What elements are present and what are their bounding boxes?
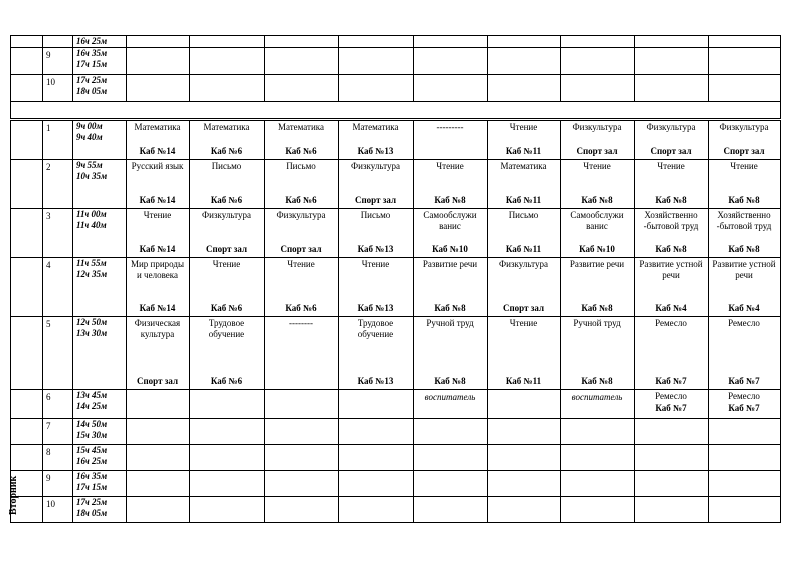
lesson-time: 11ч 40м: [76, 220, 107, 230]
lesson-time: 17ч 25м: [76, 497, 108, 507]
lesson-time: 16ч 25м: [76, 36, 108, 46]
room-label: Спорт зал: [137, 376, 178, 386]
subject-name: Трудовое обучение: [357, 318, 394, 339]
lesson-number: 3: [46, 211, 51, 221]
room-label: Каб №13: [357, 146, 394, 156]
subject-name: Развитие речи: [422, 259, 478, 269]
room-label: Каб №6: [210, 195, 243, 205]
lesson-time: 13ч 30м: [76, 328, 108, 338]
grid-line: [10, 35, 11, 101]
room-label: Каб №14: [139, 303, 176, 313]
room-label: Каб №8: [434, 303, 466, 313]
subject-name: Чтение: [583, 161, 611, 171]
grid-line: [126, 120, 127, 522]
subject-name: --------: [289, 318, 313, 328]
grid-line: [634, 120, 635, 522]
lesson-time: 18ч 05м: [76, 508, 108, 518]
lesson-time: 12ч 35м: [76, 269, 108, 279]
subject-name: Чтение: [436, 161, 464, 171]
room-label: Каб №11: [505, 376, 542, 386]
grid-line: [72, 35, 73, 101]
lesson-number: 8: [46, 447, 51, 457]
room-label: Спорт зал: [650, 146, 692, 156]
subject-name: Мир природы и человека: [130, 259, 185, 280]
grid-line: [264, 120, 265, 522]
lesson-time: 17ч 25м: [76, 75, 108, 85]
lesson-number: 10: [46, 499, 55, 509]
lesson-time: 11ч 00м: [76, 209, 107, 219]
grid-line: [487, 35, 488, 101]
subject-name: воспитатель: [571, 392, 623, 402]
subject-name: Ручной труд: [573, 318, 621, 328]
subject-name: Математика: [134, 122, 181, 132]
subject-name: Чтение: [361, 259, 390, 269]
grid-line: [42, 35, 43, 101]
subject-name: Ремесло: [655, 318, 687, 328]
subject-name: Русский язык: [131, 161, 184, 171]
subject-name: Письмо: [360, 210, 391, 220]
grid-line: [487, 120, 488, 522]
room-label: Каб №6: [285, 146, 317, 156]
subject-name: Развитие устной речи: [639, 259, 703, 280]
subject-name: Ремесло: [655, 391, 687, 401]
room-label: Каб №14: [139, 146, 176, 156]
room-label: Каб №13: [357, 303, 394, 313]
grid-line: [126, 35, 127, 101]
grid-line: [780, 120, 781, 522]
room-label: Каб №6: [285, 303, 317, 313]
subject-name: Физическая культура: [134, 318, 181, 339]
room-label: Каб №11: [505, 244, 542, 254]
room-label: Каб №7: [655, 376, 687, 386]
room-label: Каб №8: [581, 376, 613, 386]
room-label: Спорт зал: [576, 146, 618, 156]
room-label: Каб №8: [434, 376, 466, 386]
room-label: Каб №13: [357, 376, 394, 386]
subject-name: Физкультура: [572, 122, 622, 132]
subject-name: Ручной труд: [426, 318, 474, 328]
lesson-time: 14ч 25м: [76, 401, 108, 411]
subject-name: Чтение: [212, 259, 241, 269]
subject-name: воспитатель: [424, 392, 476, 402]
grid-line: [189, 35, 190, 101]
subject-name: Развитие устной речи: [712, 259, 776, 280]
room-label: Каб №10: [579, 244, 615, 254]
subject-name: Письмо: [211, 161, 242, 171]
room-label: Каб №7: [728, 376, 760, 386]
room-label: Каб №11: [505, 195, 542, 205]
lesson-number: 9: [46, 50, 51, 60]
lesson-time: 16ч 25м: [76, 456, 108, 466]
grid-line: [264, 35, 265, 101]
lesson-time: 9ч 00м: [76, 121, 103, 131]
room-label: Каб №7: [655, 403, 687, 413]
lesson-number: 6: [46, 392, 51, 402]
room-label: Каб №8: [581, 195, 613, 205]
room-label: Спорт зал: [355, 195, 396, 205]
room-label: Каб №14: [139, 195, 176, 205]
subject-name: Ремесло: [728, 318, 760, 328]
room-label: Спорт зал: [206, 244, 247, 254]
lesson-time: 15ч 45м: [76, 445, 108, 455]
room-label: Каб №4: [655, 303, 687, 313]
subject-name: Письмо: [508, 210, 539, 220]
grid-line: [413, 120, 414, 522]
room-label: Спорт зал: [503, 303, 544, 313]
lesson-time: 12ч 50м: [76, 317, 108, 327]
grid-line: [634, 35, 635, 101]
grid-line: [780, 35, 781, 101]
subject-name: Математика: [352, 122, 399, 132]
lesson-time: 17ч 15м: [76, 482, 108, 492]
subject-name: Физкультура: [351, 161, 400, 171]
grid-line: [780, 101, 781, 118]
subject-name: Физкультура: [646, 122, 696, 132]
lesson-number: 7: [46, 421, 51, 431]
lesson-time: 13ч 45м: [76, 390, 108, 400]
lesson-number: 9: [46, 473, 51, 483]
subject-name: Математика: [277, 122, 325, 132]
grid-line: [10, 118, 781, 119]
lesson-time: 15ч 30м: [76, 430, 108, 440]
grid-line: [560, 120, 561, 522]
room-label: Каб №11: [505, 146, 542, 156]
subject-name: Чтение: [287, 259, 315, 269]
grid-line: [338, 35, 339, 101]
room-label: Каб №8: [728, 195, 760, 205]
subject-name: Чтение: [143, 210, 172, 220]
subject-name: ---------: [436, 122, 464, 132]
room-label: Каб №6: [210, 376, 243, 386]
lesson-number: 5: [46, 319, 51, 329]
grid-line: [708, 35, 709, 101]
subject-name: Чтение: [730, 161, 758, 171]
lesson-time: 11ч 55м: [76, 258, 107, 268]
subject-name: Трудовое обучение: [208, 318, 245, 339]
room-label: Каб №6: [285, 195, 317, 205]
subject-name: Математика: [500, 161, 547, 171]
room-label: Спорт зал: [280, 244, 322, 254]
lesson-number: 10: [46, 77, 55, 87]
lesson-time: 16ч 35м: [76, 471, 108, 481]
room-label: Каб №6: [210, 146, 243, 156]
subject-name: Чтение: [509, 122, 538, 132]
room-label: Каб №4: [728, 303, 760, 313]
grid-line: [10, 101, 781, 102]
subject-name: Самообслужи ванис: [423, 210, 477, 231]
subject-name: Самообслужи ванис: [570, 210, 624, 231]
lesson-time: 14ч 50м: [76, 419, 108, 429]
room-label: Каб №13: [357, 244, 394, 254]
lesson-time: 9ч 55м: [76, 160, 103, 170]
subject-name: Ремесло: [728, 391, 760, 401]
room-label: Каб №8: [728, 244, 760, 254]
room-label: Каб №7: [728, 403, 760, 413]
room-label: Спорт зал: [723, 146, 765, 156]
grid-line: [413, 35, 414, 101]
subject-name: Письмо: [286, 161, 316, 171]
subject-name: Физкультура: [276, 210, 326, 220]
subject-name: Математика: [203, 122, 250, 132]
subject-name: Физкультура: [202, 210, 251, 220]
room-label: Каб №8: [434, 195, 466, 205]
room-label: Каб №8: [581, 303, 613, 313]
subject-name: Развитие речи: [569, 259, 625, 269]
grid-line: [42, 120, 43, 522]
lesson-time: 10ч 35м: [76, 171, 108, 181]
lesson-time: 9ч 40м: [76, 132, 103, 142]
lesson-time: 16ч 35м: [76, 48, 108, 58]
grid-line: [10, 120, 11, 522]
grid-line: [338, 120, 339, 522]
lesson-time: 18ч 05м: [76, 86, 108, 96]
room-label: Каб №10: [432, 244, 468, 254]
subject-name: Физкультура: [499, 259, 548, 269]
grid-line: [189, 120, 190, 522]
grid-line: [708, 120, 709, 522]
subject-name: Чтение: [509, 318, 538, 328]
room-label: Каб №6: [210, 303, 243, 313]
room-label: Каб №14: [139, 244, 176, 254]
day-label: Вторник: [8, 475, 19, 515]
subject-name: Хозяйственно -бытовой труд: [643, 210, 699, 231]
lesson-number: 2: [46, 162, 51, 172]
subject-name: Хозяйственно -бытовой труд: [716, 210, 772, 231]
room-label: Каб №8: [655, 244, 687, 254]
grid-line: [10, 522, 781, 523]
lesson-time: 17ч 15м: [76, 59, 108, 69]
grid-line: [72, 120, 73, 522]
subject-name: Физкультура: [719, 122, 769, 132]
subject-name: Чтение: [657, 161, 685, 171]
lesson-number: 1: [46, 123, 51, 133]
room-label: Каб №8: [655, 195, 687, 205]
grid-line: [10, 101, 11, 118]
grid-line: [560, 35, 561, 101]
lesson-number: 4: [46, 260, 51, 270]
